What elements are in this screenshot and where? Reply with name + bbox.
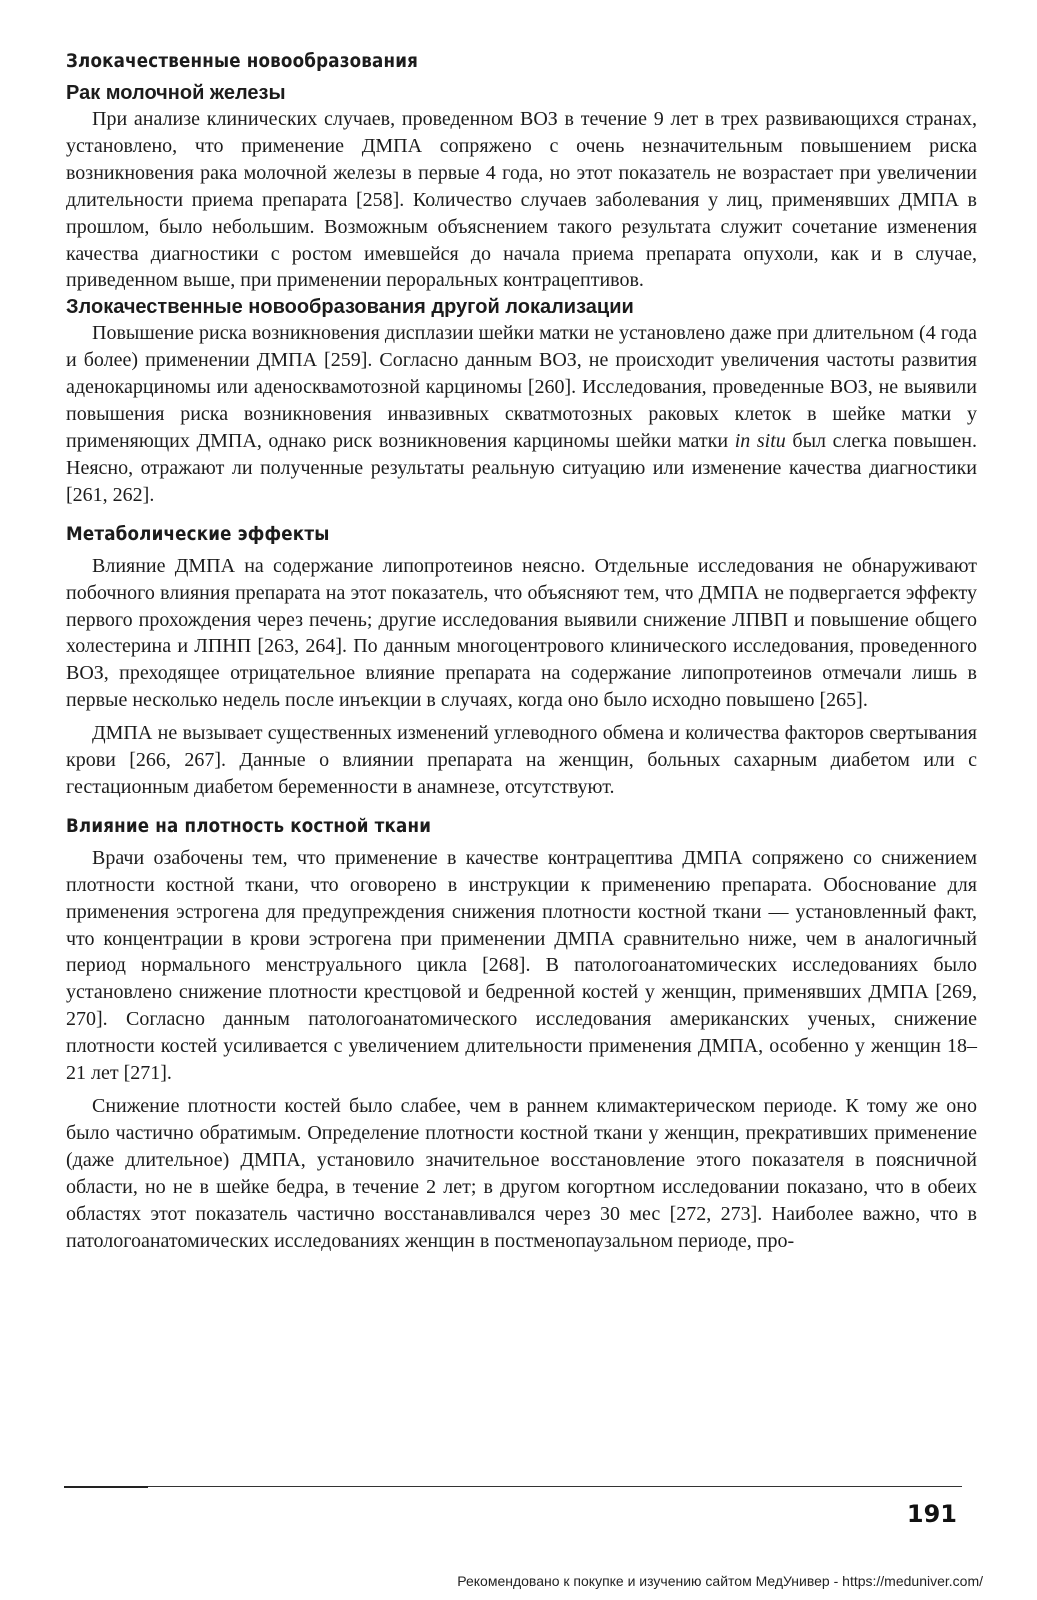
paragraph-bone-density-1: Врачи озабочены тем, что применение в качестве контрацептива ДМПА сопряжено со снижением плотности костной ткани, что оговорено в инструкции к применению препарата. Обоснование для применения эстрогена для предупреждения снижения плотности костной ткани — установленный факт, что концентрации в крови эстрогена при применении ДМПА сравнительно ниже, чем в аналогичный период нормального менструального цикла [268]. В патологоанатомических исследованиях было установлено снижение плотности крестцовой и бедренной костей у женщин, применявших ДМПА [269, 270]. Согласно данным патологоанатомического исследования американских ученых, снижение плотности костей усиливается с увеличением длительности применения ДМПА, особенно у женщин 18–21 лет [271].	[66, 846, 977, 1085]
page-body	[66, 48, 977, 1254]
paragraph-other-localization	[66, 320, 977, 508]
footer-divider	[64, 1486, 962, 1487]
paragraph-breast-cancer: При анализе клинических случаев, проведенном ВОЗ в течение 9 лет в трех развивающихся странах, установлено, что применение ДМПА сопряжено с очень незначительным повышением риска возникновения рака молочной железы в первые 4 года, но этот показатель не возрастает при увеличении длительности приема препарата [258]. Количество случаев заболевания у лиц, применявших ДМПА в прошлом, было небольшим. Возможным объяснением такого результата служит сочетание изменения качества диагностики с ростом имевшейся до начала приема препарата опухоли, как и в случае, приведенном выше, при применении пероральных контрацептивов.	[66, 108, 977, 292]
footer-divider-accent	[64, 1486, 148, 1488]
footer-recommendation-note: Рекомендовано к покупке и изучению сайтом МедУнивер - https://meduniver.com/	[457, 1573, 983, 1589]
paragraph-bone-density-2: Снижение плотности костей было слабее, чем в раннем климактерическом периоде. К тому же оно было частично обратимым. Определение плотности костной ткани у женщин, прекративших применение (даже длительное) ДМПА, установило значительное восстановление этого показателя в поясничной области, но не в шейке бедра, в течение 2 лет; в другом когортном исследовании показано, что в обеих областях этот показатель частично восстанавливался через 30 мес [272, 273]. Наиболее важно, что в патологоанатомических исследованиях женщин в постменопаузальном периоде, про-	[66, 1095, 977, 1252]
section-title-bone-density: Влияние на плотность костной ткани	[66, 814, 432, 837]
paragraph-metabolic-1: Влияние ДМПА на содержание липопротеинов неясно. Отдельные исследования не обнаруживают побочного влияния препарата на этот показатель, что объясняют тем, что ДМПА не подвергается эффекту первого прохождения через печень; другие исследования выявили снижение ЛПВП и повышение общего холестерина и ЛПНП [263, 264]. По данным многоцентрового клинического исследования, проведенного ВОЗ, преходящее отрицательное влияние препарата на содержание липопротеинов отмечали лишь в первые несколько недель после инъекции в случаях, когда оно было исходно повышено [265].	[66, 554, 977, 712]
page-number: 191	[906, 1500, 957, 1528]
paragraph-text: был слегка повышен. Неясно, отражают ли полученные результаты реальную ситуацию или изменение качества диагностики [261, 262].	[66, 429, 978, 506]
section-title-malignant: Злокачественные новообразования	[66, 50, 419, 72]
section-title-metabolic: Метаболические эффекты	[66, 522, 330, 545]
italic-term: in situ	[734, 429, 786, 452]
paragraph-text: Повышение риска возникновения дисплазии шейки матки не установлено даже при длительном (4 года и более) применении ДМПА [259]. Согласно данным ВОЗ, не происходит увеличения частоты развития аденокарциномы или аденосквамотозной карциномы [260]. Исследования, проведенные ВОЗ, не выявили повышения риска возникновения инвазивных скватмотозных раковых клеток в шейке матки у применяющих ДМПА, однако риск возникновения карциномы шейки матки	[66, 322, 977, 452]
paragraph-metabolic-2: ДМПА не вызывает существенных изменений углеводного обмена и количества факторов свертывания крови [266, 267]. Данные о влиянии препарата на женщин, больных сахарным диабетом или с гестационным диабетом беременности в анамнезе, отсутствуют.	[66, 722, 977, 798]
subsection-title-other-localization: Злокачественные новообразования другой локализации	[66, 296, 634, 319]
subsection-title-breast-cancer: Рак молочной железы	[66, 82, 286, 104]
